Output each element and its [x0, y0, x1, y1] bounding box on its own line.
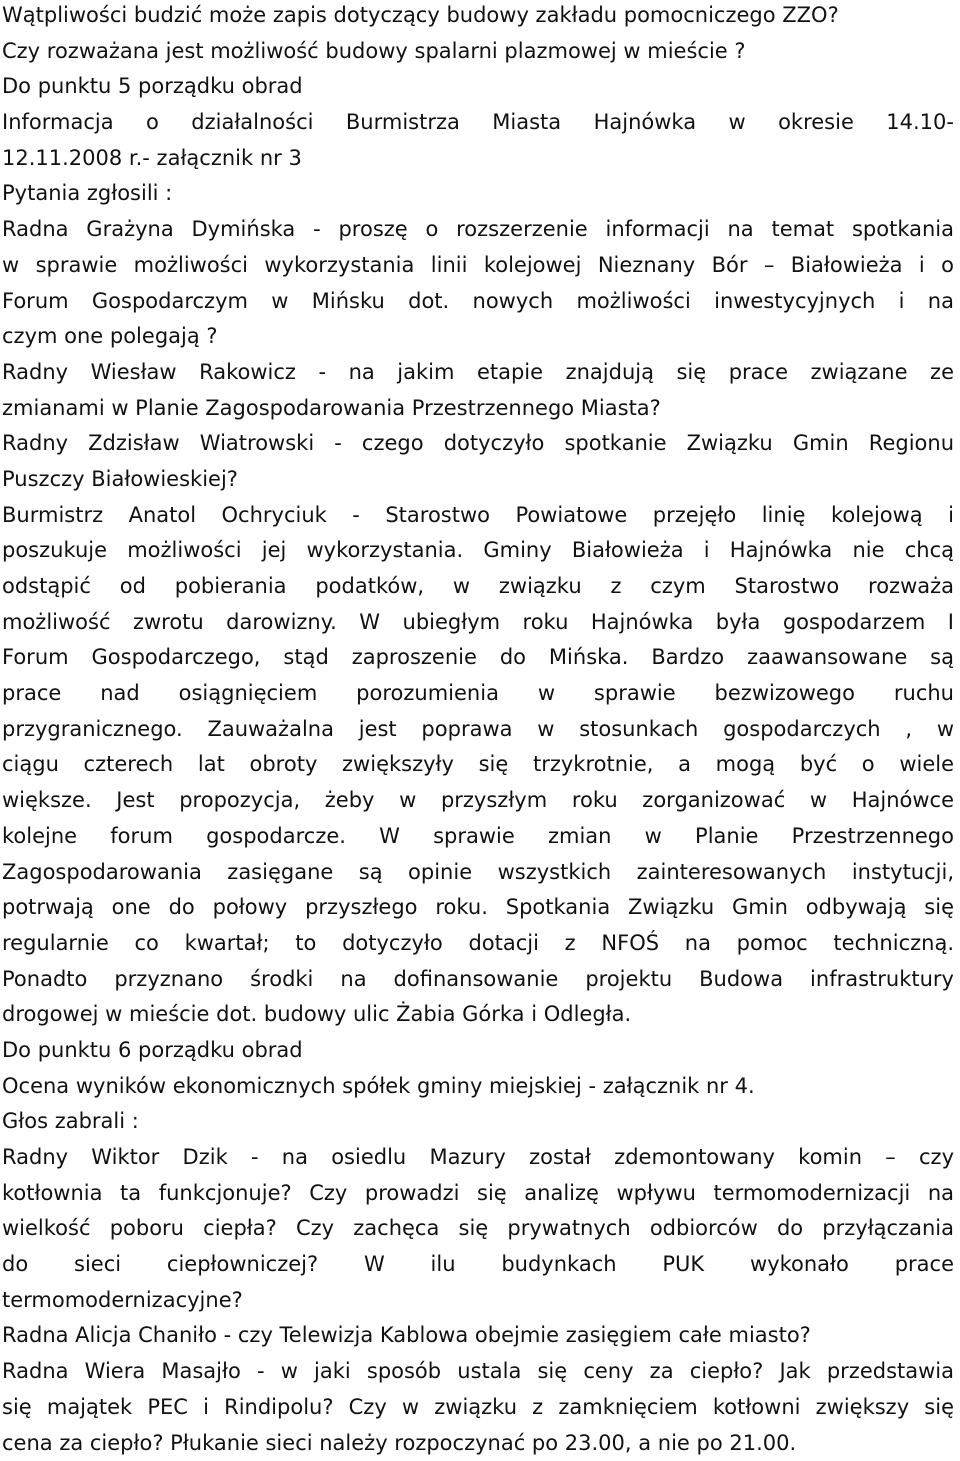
text-line: prace nad osiągnięciem porozumienia w sprawie bezwizowego ruchu [2, 676, 954, 712]
text-line: Głos zabrali : [2, 1104, 954, 1140]
text-line: Radna Grażyna Dymińska - proszę o rozszerzenie informacji na temat spotkania [2, 212, 954, 248]
text-line: Radna Wiera Masajło - w jaki sposób ustala się ceny za ciepło? Jak przedstawia [2, 1354, 954, 1390]
text-line: Do punktu 6 porządku obrad [2, 1033, 954, 1069]
text-line: zmianami w Planie Zagospodarowania Przestrzennego Miasta? [2, 391, 954, 427]
text-line: odstąpić od pobierania podatków, w związku z czym Starostwo rozważa [2, 569, 954, 605]
text-line: Zagospodarowania zasięgane są opinie wszystkich zainteresowanych instytucji, [2, 855, 954, 891]
text-line: Ponadto przyznano środki na dofinansowanie projektu Budowa infrastruktury [2, 962, 954, 998]
text-line: możliwość zwrotu darowizny. W ubiegłym roku Hajnówka była gospodarzem I [2, 605, 954, 641]
text-line: kotłownia ta funkcjonuje? Czy prowadzi się analizę wpływu termomodernizacji na [2, 1176, 954, 1212]
text-line: Burmistrz Anatol Ochryciuk - Starostwo Powiatowe przejęło linię kolejową i [2, 498, 954, 534]
text-line: Radna Alicja Chaniło - czy Telewizja Kablowa obejmie zasięgiem całe miasto? [2, 1318, 954, 1354]
text-line: cena za ciepło? Płukanie sieci należy rozpoczynać po 23.00, a nie po 21.00. [2, 1426, 954, 1461]
text-line: Pytania zgłosili : [2, 176, 954, 212]
text-line: wielkość poboru ciepła? Czy zachęca się prywatnych odbiorców do przyłączania [2, 1211, 954, 1247]
text-line: Radny Wiesław Rakowicz - na jakim etapie znajdują się prace związane ze [2, 355, 954, 391]
text-line: Forum Gospodarczego, stąd zaproszenie do Mińska. Bardzo zaawansowane są [2, 640, 954, 676]
text-line: większe. Jest propozycja, żeby w przyszłym roku zorganizować w Hajnówce [2, 783, 954, 819]
text-line: Radny Zdzisław Wiatrowski - czego dotyczyło spotkanie Związku Gmin Regionu [2, 426, 954, 462]
text-line: Wątpliwości budzić może zapis dotyczący budowy zakładu pomocniczego ZZO? [2, 0, 954, 34]
text-line: Informacja o działalności Burmistrza Miasta Hajnówka w okresie 14.10- [2, 105, 954, 141]
text-line: termomodernizacyjne? [2, 1283, 954, 1319]
text-line: Czy rozważana jest możliwość budowy spalarni plazmowej w mieście ? [2, 34, 954, 70]
text-line: do sieci ciepłowniczej? W ilu budynkach PUK wykonało prace [2, 1247, 954, 1283]
text-line: poszukuje możliwości jej wykorzystania. Gminy Białowieża i Hajnówka nie chcą [2, 533, 954, 569]
text-line: regularnie co kwartał; to dotyczyło dotacji z NFOŚ na pomoc techniczną. [2, 926, 954, 962]
text-line: drogowej w mieście dot. budowy ulic Żabia Górka i Odległa. [2, 997, 954, 1033]
text-line: Ocena wyników ekonomicznych spółek gminy miejskiej - załącznik nr 4. [2, 1069, 954, 1105]
text-line: kolejne forum gospodarcze. W sprawie zmian w Planie Przestrzennego [2, 819, 954, 855]
text-line: czym one polegają ? [2, 319, 954, 355]
text-line: Radny Wiktor Dzik - na osiedlu Mazury został zdemontowany komin – czy [2, 1140, 954, 1176]
text-line: się majątek PEC i Rindipolu? Czy w związku z zamknięciem kotłowni zwiększy się [2, 1390, 954, 1426]
text-line: ciągu czterech lat obroty zwiększyły się trzykrotnie, a mogą być o wiele [2, 747, 954, 783]
text-line: potrwają one do połowy przyszłego roku. Spotkania Związku Gmin odbywają się [2, 890, 954, 926]
text-line: przygranicznego. Zauważalna jest poprawa w stosunkach gospodarczych , w [2, 712, 954, 748]
text-line: w sprawie możliwości wykorzystania linii kolejowej Nieznany Bór – Białowieża i o [2, 248, 954, 284]
text-line: Puszczy Białowieskiej? [2, 462, 954, 498]
text-line: Do punktu 5 porządku obrad [2, 69, 954, 105]
text-line: Forum Gospodarczym w Mińsku dot. nowych możliwości inwestycyjnych i na [2, 284, 954, 320]
text-line: 12.11.2008 r.- załącznik nr 3 [2, 141, 954, 177]
